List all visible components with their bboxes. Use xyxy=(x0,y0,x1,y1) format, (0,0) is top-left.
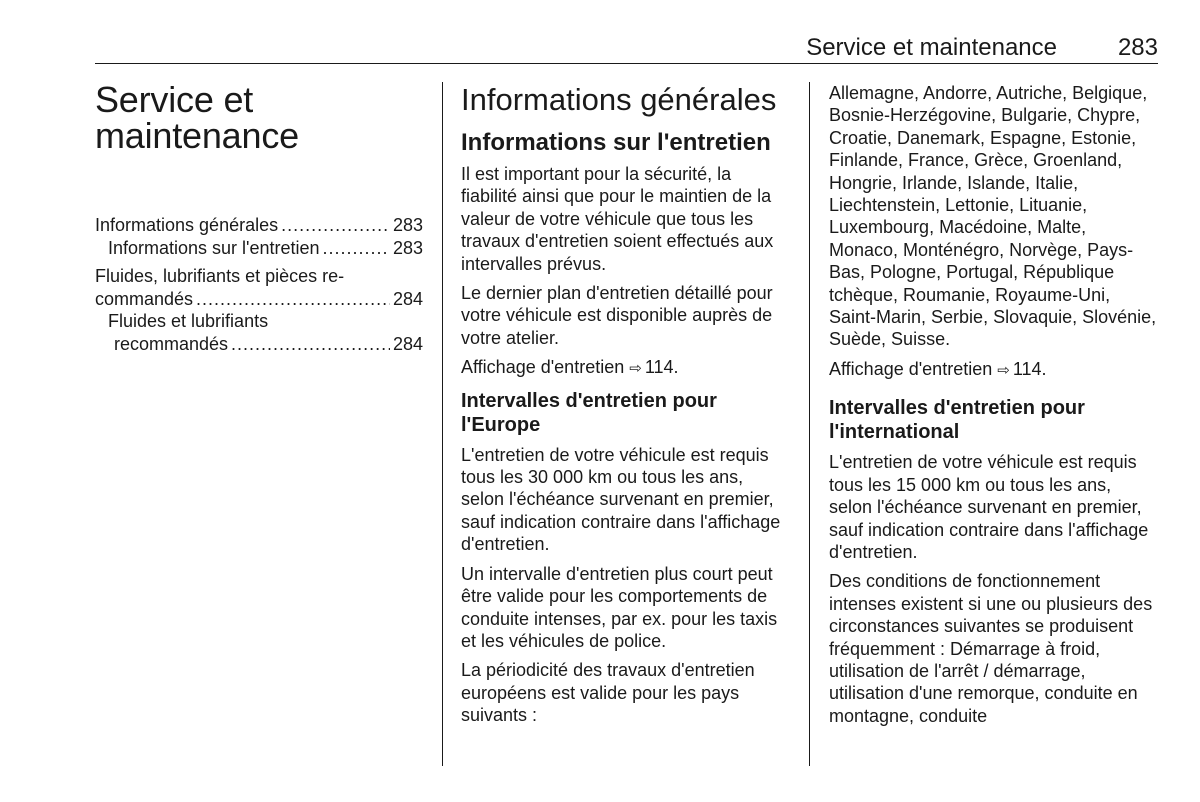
paragraph: La périodicité des travaux d'entretien européens est valide pour les pays suivants : xyxy=(461,660,755,726)
running-header-title: Service et maintenance xyxy=(806,34,1057,61)
toc-leader xyxy=(231,333,390,356)
column-divider xyxy=(442,82,443,766)
chapter-title-line: maintenance xyxy=(95,115,299,156)
paragraph: L'entretien de votre véhicule est requis tous les 30 000 km ou tous les ans, selon l'échéance survenant en premier, sauf indication contraire dans l'affichage d'entretien. xyxy=(461,444,781,555)
toc-page: 283 xyxy=(392,215,423,235)
toc-entry-informations-entretien[interactable] xyxy=(95,237,423,260)
toc-label: Informations sur l'entretien xyxy=(108,237,320,258)
paragraph: Des conditions de fonctionnement intenses existent si une ou plusieurs des circonstances suivantes se produisent fréquemment : Démarrage à froid, utilisation de l'arrêt / démarrage, utilisation d'une remorque, conduite en montagne, conduite xyxy=(829,571,1153,726)
toc-page: 284 xyxy=(392,333,423,354)
toc-entry-informations-generales[interactable] xyxy=(95,214,423,237)
table-of-contents xyxy=(95,214,423,355)
toc-label: commandés xyxy=(95,288,194,309)
toc-page: 284 xyxy=(392,288,423,309)
toc-leader xyxy=(281,214,390,237)
paragraph: Le dernier plan d'entretien détaillé pour votre véhicule est disponible auprès de votre atelier. xyxy=(461,283,773,348)
header-rule xyxy=(95,63,1158,64)
xref-page: 114. xyxy=(644,357,679,378)
subheading: Intervalles d'entretien pour l'Europe xyxy=(461,389,717,436)
page-number: 283 xyxy=(1117,34,1158,61)
subheading: Intervalles d'entretien pour l'international xyxy=(829,397,1085,444)
column-divider xyxy=(809,82,810,766)
arrow-icon xyxy=(997,359,1013,379)
toc-label: recommandés xyxy=(114,333,229,354)
toc-page: 283 xyxy=(392,237,423,258)
cross-reference[interactable] xyxy=(829,358,1159,382)
toc-leader xyxy=(323,237,390,260)
content-column-2 xyxy=(829,82,1159,734)
subsection-heading: Informations sur l'entretien xyxy=(461,129,771,156)
toc-entry-fluides[interactable] xyxy=(95,265,423,310)
toc-label: Fluides, lubrifiants et pièces re- xyxy=(95,266,345,286)
paragraph: Allemagne, Andorre, Autriche, Belgique, Bosnie-Herzégovine, Bulgarie, Chypre, Croatie, Danemark, Espagne, Estonie, Finlande, France, Grèce, Groenland, Hongrie, Irlande, Islande, Italie, Liechtenstein, Lettonie, Lituanie, Luxembourg, Macédoine, Malte, Monaco, Monténégro, Norvège, Pays-Bas, Pologne, Portugal, République tchèque, Roumanie, Royaume-Uni, Saint-Marin, Serbie, Slovaquie, Slovénie, Suède, Suisse. xyxy=(829,83,1157,350)
toc-entry-fluides-lubrifiants[interactable] xyxy=(95,310,423,355)
xref-label: Affichage d'entretien xyxy=(829,358,993,379)
paragraph: Un intervalle d'entretien plus court peut être valide pour les comportements de conduite intenses, par ex. pour les taxis et les véhicules de police. xyxy=(461,563,778,651)
toc-label: Fluides et lubrifiants xyxy=(108,311,269,331)
paragraph: Il est important pour la sécurité, la fiabilité ainsi que pour le maintien de la valeur de votre véhicule que tous les travaux d'entretien soient effectués aux intervalles prévus. xyxy=(461,164,774,274)
content-column-1 xyxy=(461,82,791,734)
chapter-column xyxy=(95,79,423,355)
xref-label: Affichage d'entretien xyxy=(461,357,625,378)
section-heading: Informations générales xyxy=(461,82,777,117)
chapter-title-line: Service et xyxy=(95,79,254,120)
arrow-icon xyxy=(629,357,645,377)
paragraph: L'entretien de votre véhicule est requis tous les 15 000 km ou tous les ans, selon l'échéance survenant en premier, sauf indication contraire dans l'affichage d'entretien. xyxy=(829,452,1149,562)
chapter-title xyxy=(95,79,423,156)
cross-reference[interactable] xyxy=(461,356,791,380)
toc-leader xyxy=(196,288,390,311)
toc-label: Informations générales xyxy=(95,215,279,235)
xref-page: 114. xyxy=(1012,358,1047,379)
